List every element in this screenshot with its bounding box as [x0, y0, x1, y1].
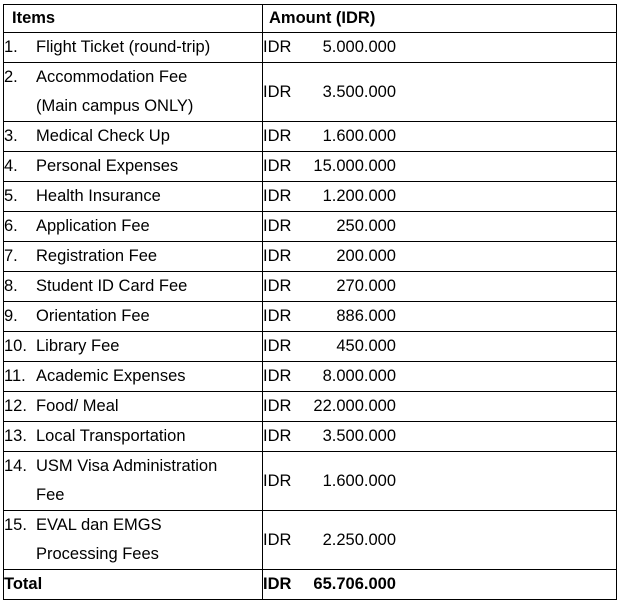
table-row — [4, 511, 617, 570]
item-label: Local Transportation — [36, 427, 186, 445]
item-cell — [4, 242, 263, 272]
amount-cell — [263, 212, 617, 242]
table-row — [4, 63, 617, 122]
cost-table — [3, 4, 617, 600]
item-number: 6. — [4, 217, 18, 235]
amount-cell — [263, 122, 617, 152]
item-number: 7. — [4, 247, 18, 265]
amount-value: 1.600.000 — [322, 471, 396, 490]
amount-currency: IDR — [263, 127, 292, 145]
table-row — [4, 362, 617, 392]
table-row — [4, 422, 617, 452]
item-number: 10. — [4, 337, 27, 355]
item-number: 14. — [4, 457, 27, 475]
amount-currency: IDR — [263, 82, 292, 101]
table-row — [4, 242, 617, 272]
total-currency: IDR — [263, 575, 292, 593]
item-number: 12. — [4, 397, 27, 415]
table-row — [4, 182, 617, 212]
item-label: Flight Ticket (round-trip) — [36, 38, 211, 56]
item-label: Academic Expenses — [36, 367, 186, 385]
item-label: Application Fee — [36, 217, 150, 235]
table-row — [4, 332, 617, 362]
amount-currency: IDR — [263, 187, 292, 205]
amount-currency: IDR — [263, 337, 292, 355]
amount-cell — [263, 302, 617, 332]
amount-value: 8.000.000 — [322, 367, 396, 385]
total-label: Total — [4, 570, 263, 600]
item-number: 5. — [4, 187, 18, 205]
amount-cell — [263, 33, 617, 63]
amount-currency: IDR — [263, 471, 292, 490]
rows-body — [4, 33, 617, 570]
item-cell — [4, 33, 263, 63]
amount-value: 1.600.000 — [322, 127, 396, 145]
item-number: 9. — [4, 307, 18, 325]
amount-currency: IDR — [263, 38, 292, 56]
item-cell — [4, 122, 263, 152]
amount-value: 200.000 — [336, 247, 396, 265]
item-cell — [4, 511, 263, 570]
amount-cell — [263, 452, 617, 511]
amount-cell — [263, 242, 617, 272]
item-cell — [4, 272, 263, 302]
item-label: Medical Check Up — [36, 127, 170, 145]
item-label-continued: Fee — [36, 486, 65, 504]
item-cell — [4, 422, 263, 452]
amount-value: 450.000 — [336, 337, 396, 355]
amount-currency: IDR — [263, 277, 292, 295]
amount-currency: IDR — [263, 530, 292, 549]
amount-cell — [263, 332, 617, 362]
amount-value: 22.000.000 — [313, 397, 396, 415]
table-row — [4, 452, 617, 511]
item-cell — [4, 392, 263, 422]
amount-currency: IDR — [263, 307, 292, 325]
amount-value: 3.500.000 — [322, 427, 396, 445]
amount-cell — [263, 392, 617, 422]
amount-value: 250.000 — [336, 217, 396, 235]
item-number: 11. — [4, 367, 26, 385]
amount-header: Amount (IDR) — [263, 5, 617, 33]
amount-currency: IDR — [263, 367, 292, 385]
item-cell — [4, 182, 263, 212]
amount-cell — [263, 362, 617, 392]
table-row — [4, 392, 617, 422]
item-label: Registration Fee — [36, 247, 158, 265]
total-amount-cell — [263, 570, 617, 600]
item-number: 4. — [4, 157, 18, 175]
item-label: Health Insurance — [36, 187, 161, 205]
item-cell — [4, 302, 263, 332]
item-number: 3. — [4, 127, 18, 145]
item-label: Food/ Meal — [36, 397, 119, 415]
amount-cell — [263, 272, 617, 302]
header-row — [4, 5, 617, 33]
item-label: Library Fee — [36, 337, 120, 355]
item-cell — [4, 332, 263, 362]
items-header: Items — [4, 5, 263, 33]
table-row — [4, 272, 617, 302]
item-label: USM Visa Administration — [36, 457, 218, 475]
amount-value: 3.500.000 — [322, 82, 396, 101]
item-number: 8. — [4, 277, 18, 295]
item-number: 1. — [4, 38, 18, 56]
amount-cell — [263, 182, 617, 212]
amount-cell — [263, 511, 617, 570]
amount-currency: IDR — [263, 157, 292, 175]
item-number: 13. — [4, 427, 27, 445]
amount-cell — [263, 63, 617, 122]
amount-value: 5.000.000 — [322, 38, 396, 56]
item-label: Student ID Card Fee — [36, 277, 188, 295]
amount-currency: IDR — [263, 427, 292, 445]
table-row — [4, 302, 617, 332]
item-label-continued: (Main campus ONLY) — [36, 97, 194, 115]
item-number: 15. — [4, 516, 27, 534]
table-row — [4, 152, 617, 182]
item-cell — [4, 63, 263, 122]
amount-cell — [263, 152, 617, 182]
amount-currency: IDR — [263, 217, 292, 235]
amount-currency: IDR — [263, 247, 292, 265]
item-label: EVAL dan EMGS — [36, 516, 162, 534]
item-cell — [4, 152, 263, 182]
amount-value: 886.000 — [336, 307, 396, 325]
amount-value: 1.200.000 — [322, 187, 396, 205]
item-label: Orientation Fee — [36, 307, 150, 325]
amount-cell — [263, 422, 617, 452]
total-row — [4, 570, 617, 600]
item-cell — [4, 452, 263, 511]
amount-currency: IDR — [263, 397, 292, 415]
item-number: 2. — [4, 68, 18, 86]
total-value: 65.706.000 — [313, 575, 396, 593]
item-label: Personal Expenses — [36, 157, 179, 175]
amount-value: 2.250.000 — [322, 530, 396, 549]
amount-value: 270.000 — [336, 277, 396, 295]
item-label: Accommodation Fee — [36, 68, 188, 86]
table-row — [4, 122, 617, 152]
table-row — [4, 212, 617, 242]
item-cell — [4, 362, 263, 392]
amount-value: 15.000.000 — [313, 157, 396, 175]
table-row — [4, 33, 617, 63]
item-cell — [4, 212, 263, 242]
item-label-continued: Processing Fees — [36, 545, 159, 563]
